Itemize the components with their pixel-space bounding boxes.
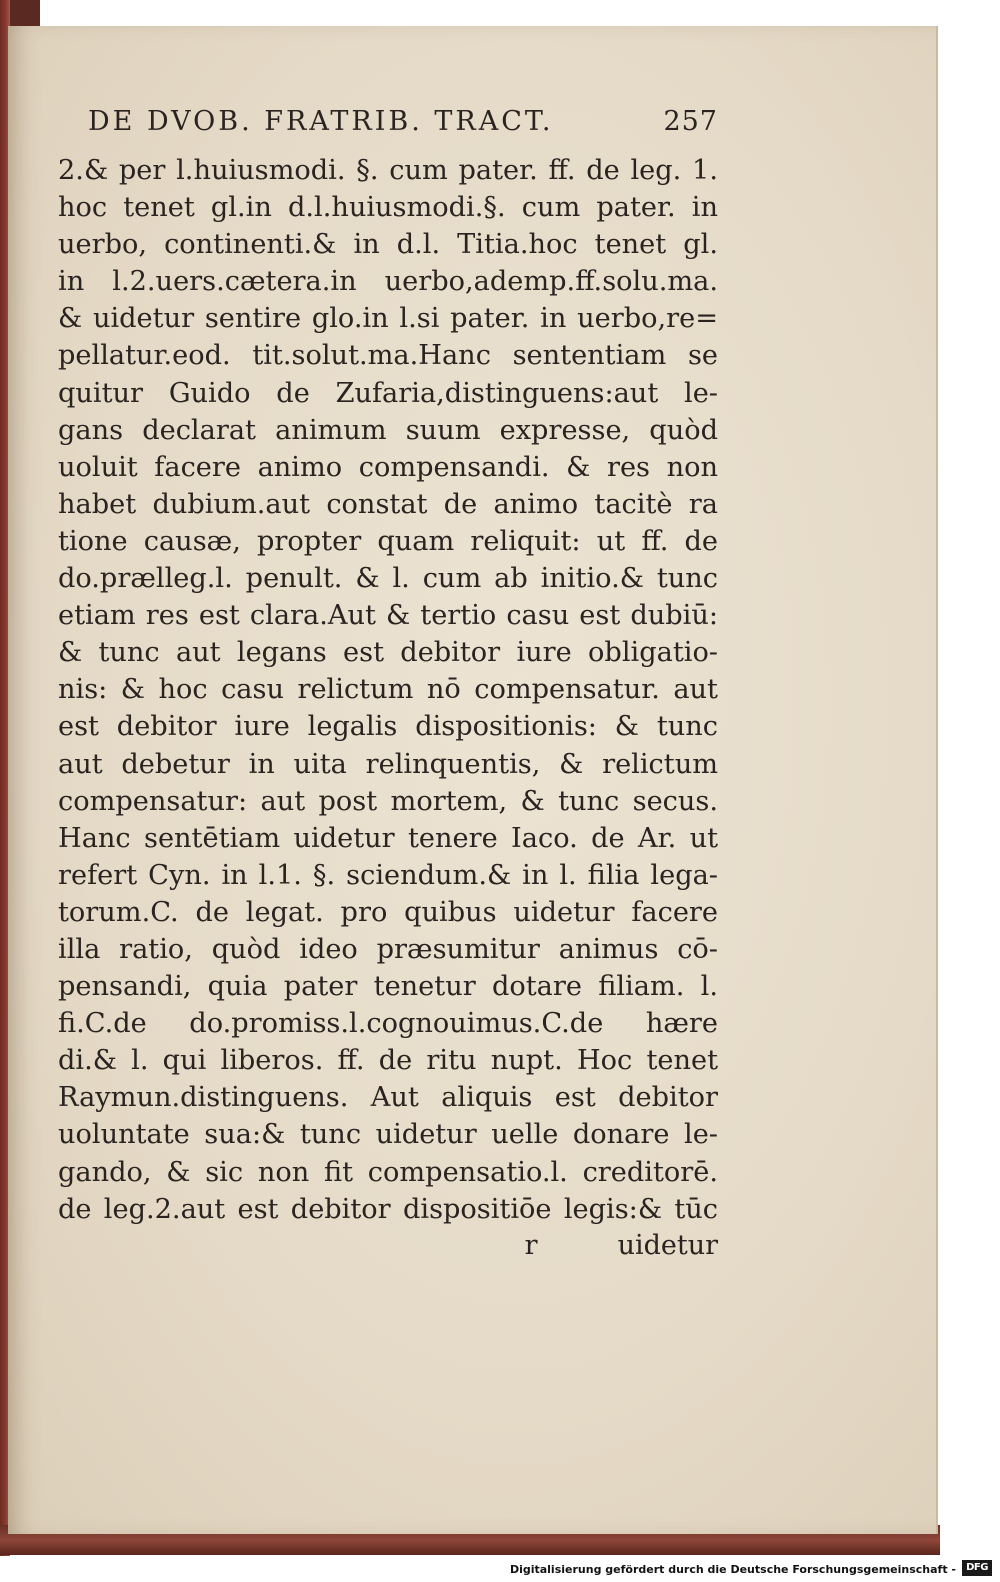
text-line: Raymun.distinguens. Aut aliquis est debitor: [58, 1082, 718, 1114]
catchline: [58, 1230, 718, 1268]
page-number: 257: [663, 106, 718, 137]
text-line: compensatur: aut post mortem, & tunc secus.: [58, 785, 718, 817]
text-line: etiam res est clara.Aut & tertio casu est dubiū:: [58, 600, 718, 632]
text-line: tione causæ, propter quam reliquit: ut ff. de: [58, 525, 718, 557]
text-line: Hanc sentētiam uidetur tenere Iaco. de Ar. ut: [58, 822, 718, 854]
text-line: & uidetur sentire glo.in l.si pater. in uerbo,re=: [58, 303, 718, 335]
funding-credit: Digitalisierung gefördert durch die Deutsche Forschungsgemeinschaft -: [509, 1563, 956, 1576]
footer-bar: [0, 1556, 1000, 1582]
text-line: hoc tenet gl.in d.l.huiusmodi.§. cum pater. in: [58, 192, 718, 224]
text-line: uerbo, continenti.& in d.l. Titia.hoc tenet gl.: [58, 229, 718, 261]
text-line: do.prælleg.l. penult. & l. cum ab initio.& tunc: [58, 563, 718, 595]
text-line: gans declarat animum suum expresse, quòd: [58, 414, 718, 446]
catchword: uidetur: [617, 1229, 718, 1261]
text-line: in l.2.uers.cætera.in uerbo,ademp.ff.solu.ma.: [58, 266, 718, 298]
text-line: 2.& per l.huiusmodi. §. cum pater. ff. de leg. 1.: [58, 155, 718, 186]
text-line: refert Cyn. in l.1. §. sciendum.& in l. filia lega-: [58, 859, 718, 891]
text-line: uoluit facere animo compensandi. & res non: [58, 451, 718, 483]
text-line: di.& l. qui liberos. ff. de ritu nupt. Hoc tenet: [58, 1045, 718, 1077]
running-head: [88, 106, 718, 150]
text-line: pensandi, quia pater tenetur dotare filiam. l.: [58, 971, 718, 1003]
text-line: illa ratio, quòd ideo præsumitur animus cō-: [58, 933, 718, 965]
text-line: de leg.2.aut est debitor dispositiōe legis:& tūc: [58, 1193, 718, 1225]
book-page: [8, 26, 938, 1534]
text-line: torum.C. de legat. pro quibus uidetur facere: [58, 896, 718, 928]
text-line: nis: & hoc casu relictum nō compensatur. aut: [58, 674, 718, 706]
text-line: est debitor iure legalis dispositionis: & tunc: [58, 711, 718, 743]
text-line: pellatur.eod. tit.solut.ma.Hanc sententiam se: [58, 340, 718, 372]
text-line: uoluntate sua:& tunc uidetur uelle donare le-: [58, 1119, 718, 1151]
running-head-title: DE DVOB. FRATRIB. TRACT.: [88, 106, 554, 137]
text-block: [58, 152, 718, 1228]
dfg-logo: DFG: [962, 1560, 992, 1576]
text-line: habet dubium.aut constat de animo tacitè ra: [58, 488, 718, 520]
text-line: quitur Guido de Zufaria,distinguens:aut le-: [58, 377, 718, 409]
text-line: & tunc aut legans est debitor iure obligatio-: [58, 637, 718, 669]
page-content: [58, 106, 718, 1268]
text-line: fi.C.de do.promiss.l.cognouimus.C.de hære: [58, 1008, 718, 1040]
text-line: gando, & sic non fit compensatio.l. creditorē.: [58, 1156, 718, 1188]
text-line: aut debetur in uita relinquentis, & relictum: [58, 748, 718, 780]
signature-mark: r: [524, 1229, 538, 1261]
